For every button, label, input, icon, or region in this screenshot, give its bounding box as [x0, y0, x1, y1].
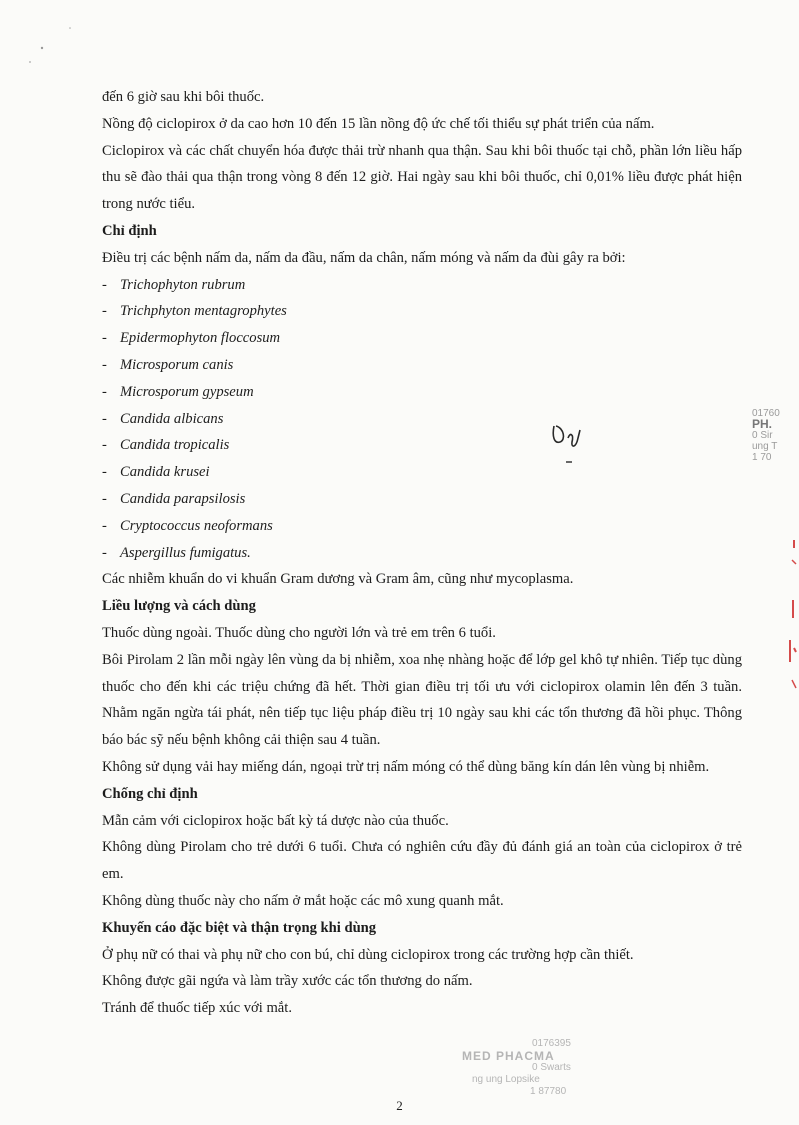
- contraindications-paragraph: Không dùng thuốc này cho nấm ở mắt hoặc các mô xung quanh mắt.: [102, 892, 504, 909]
- document-body: [102, 84, 742, 1022]
- list-item: [102, 540, 742, 567]
- dash-bullet: -: [102, 544, 107, 561]
- organism-name: Trichophyton rubrum: [120, 276, 246, 293]
- stamp-fragment-right: [752, 408, 799, 468]
- organism-name: Candida albicans: [120, 410, 224, 427]
- stamp-line: MED PHACMA: [462, 1049, 555, 1063]
- organism-name: Trichphyton mentagrophytes: [120, 303, 287, 320]
- list-item: [102, 379, 742, 406]
- stamp-line: 1 87780: [530, 1086, 567, 1097]
- handwritten-initials: [548, 418, 598, 468]
- scan-specks: [0, 0, 120, 90]
- warnings-paragraph: Không được gãi ngứa và làm trầy xước các tổn thương do nấm.: [102, 973, 473, 990]
- organism-name: Microsporum gypseum: [120, 383, 254, 400]
- list-item: [102, 272, 742, 299]
- dash-bullet: -: [102, 410, 107, 427]
- list-item: [102, 486, 742, 513]
- stamp-line: 0 Swarts: [532, 1062, 571, 1073]
- dosage-heading: Liều lượng và cách dùng: [102, 598, 256, 615]
- indications-heading: Chỉ định: [102, 222, 157, 239]
- stamp-line: 0 Sir: [752, 430, 773, 441]
- dosage-paragraph: Thuốc dùng ngoài. Thuốc dùng cho người lớn và trẻ em trên 6 tuổi.: [102, 624, 496, 641]
- stamp-line: ung T: [752, 441, 778, 452]
- dash-bullet: -: [102, 464, 107, 481]
- page-number: 2: [396, 1098, 403, 1113]
- dash-bullet: -: [102, 330, 107, 347]
- contraindications-heading: Chống chỉ định: [102, 785, 198, 802]
- dash-bullet: -: [102, 276, 107, 293]
- stamp-line: 1 70: [752, 452, 772, 463]
- red-stamp-fragment: [780, 540, 799, 690]
- list-item: [102, 406, 742, 433]
- list-item: [102, 432, 742, 459]
- stamp-line: PH.: [752, 417, 773, 431]
- list-item: [102, 325, 742, 352]
- contraindications-paragraph: Không dùng Pirolam cho trẻ dưới 6 tuổi. Chưa có nghiên cứu đầy đủ đánh giá an toàn của ciclopirox ở trẻ em.: [102, 839, 742, 883]
- organism-name: Aspergillus fumigatus.: [120, 544, 251, 561]
- dash-bullet: -: [102, 356, 107, 373]
- organism-name: Candida krusei: [120, 464, 210, 481]
- organism-name: Candida tropicalis: [120, 437, 230, 454]
- warnings-heading: Khuyến cáo đặc biệt và thận trọng khi dùng: [102, 919, 377, 936]
- organism-name: Microsporum canis: [120, 356, 234, 373]
- dosage-paragraph: Không sử dụng vải hay miếng dán, ngoại trừ trị nấm móng có thể dùng băng kín dán lên vùng bị nhiễm.: [102, 758, 710, 775]
- indications-outro: Các nhiễm khuẩn do vi khuẩn Gram dương và Gram âm, cũng như mycoplasma.: [102, 571, 574, 588]
- intro-line-1: đến 6 giờ sau khi bôi thuốc.: [102, 89, 265, 105]
- dash-bullet: -: [102, 303, 107, 320]
- list-item: [102, 459, 742, 486]
- stamp-line: 0176395: [532, 1038, 571, 1049]
- contraindications-paragraph: Mẫn cảm với ciclopirox hoặc bất kỳ tá dược nào của thuốc.: [102, 812, 449, 829]
- stamp-line: ng ung Lopsike: [472, 1074, 540, 1085]
- indications-intro: Điều trị các bệnh nấm da, nấm da đầu, nấm da chân, nấm móng và nấm da đùi gây ra bởi:: [102, 249, 626, 266]
- list-item: [102, 352, 742, 379]
- dash-bullet: -: [102, 383, 107, 400]
- organism-list: [102, 272, 742, 567]
- intro-line-2: Nồng độ ciclopirox ở da cao hơn 10 đến 15 lần nồng độ ức chế tối thiểu sự phát triển của nấm.: [102, 115, 655, 132]
- intro-line-3: Ciclopirox và các chất chuyển hóa được thải trừ nhanh qua thận. Sau khi bôi thuốc tại chỗ, phần lớn liều hấp thu sẽ đào thải qua thận trong vòng 8 đến 12 giờ. Hai ngày sau khi bôi thuốc, chỉ 0,01% liều được phát hiện trong nước tiểu.: [102, 142, 742, 213]
- dosage-paragraph: Bôi Pirolam 2 lần mỗi ngày lên vùng da bị nhiễm, xoa nhẹ nhàng hoặc để lớp gel khô tự nhiên. Tiếp tục dùng thuốc cho đến khi các triệu chứng đã hết. Thời gian điều trị tối ưu với ciclopirox olamin lên đến 3 tuần. Nhằm ngăn ngừa tái phát, nên tiếp tục liệu pháp điều trị 10 ngày sau khi các tổn thương đã hồi phục. Thông báo bác sỹ nếu bệnh không cải thiện sau 4 tuần.: [102, 651, 742, 749]
- stamp-fragment-bottom: [462, 1038, 652, 1098]
- warnings-paragraph: Tránh để thuốc tiếp xúc với mắt.: [102, 1000, 292, 1017]
- dash-bullet: -: [102, 517, 107, 534]
- organism-name: Epidermophyton floccosum: [120, 330, 281, 347]
- list-item: [102, 298, 742, 325]
- dash-bullet: -: [102, 490, 107, 507]
- stamp-line: 01760: [752, 408, 780, 419]
- organism-name: Cryptococcus neoformans: [120, 517, 273, 534]
- list-item: [102, 513, 742, 540]
- dash-bullet: -: [102, 437, 107, 454]
- warnings-paragraph: Ở phụ nữ có thai và phụ nữ cho con bú, chỉ dùng ciclopirox trong các trường hợp cần thiết.: [102, 946, 634, 963]
- organism-name: Candida parapsilosis: [120, 490, 246, 507]
